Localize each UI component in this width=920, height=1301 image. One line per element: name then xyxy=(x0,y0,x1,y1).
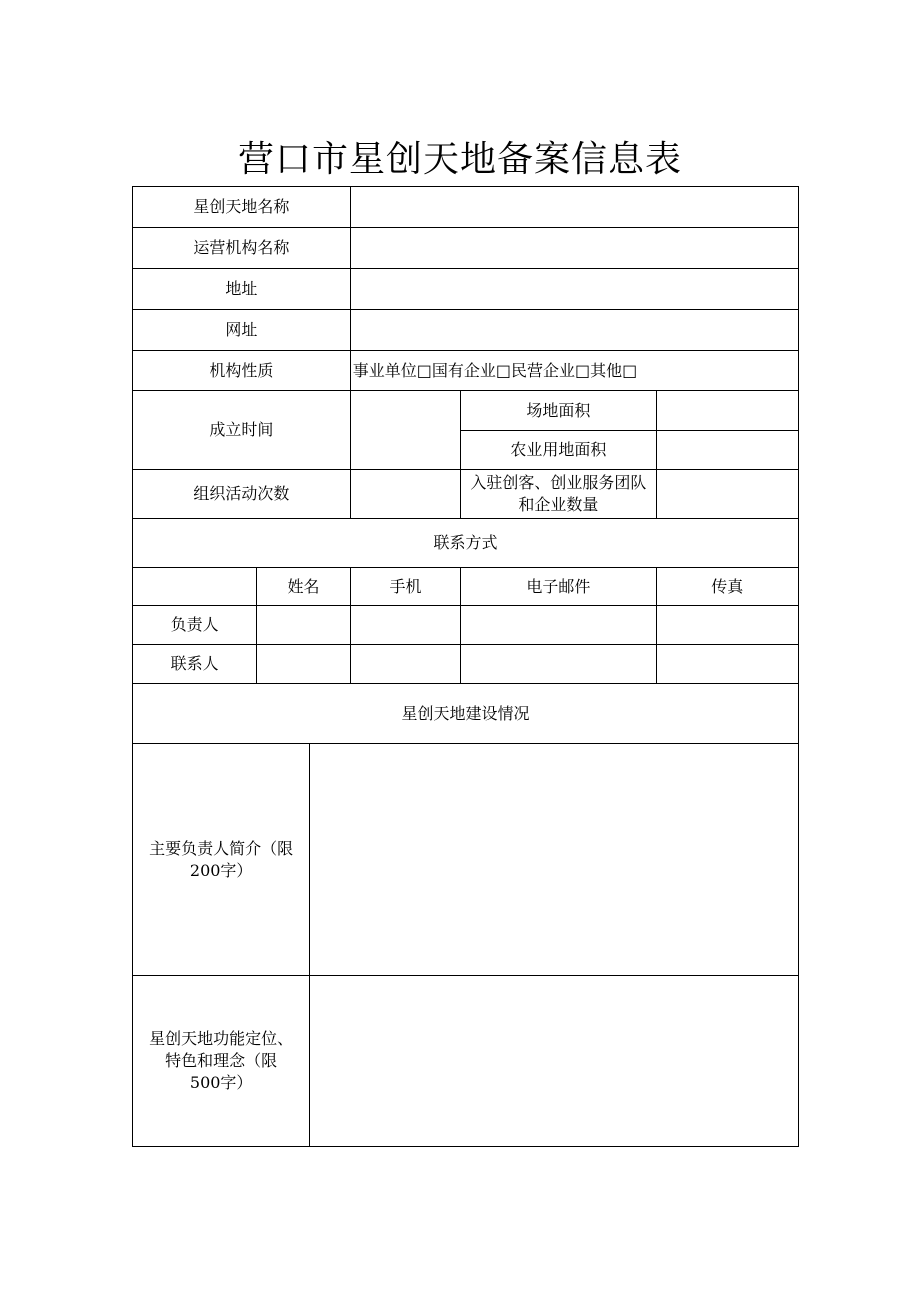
label-residents xyxy=(461,470,656,519)
leader-intro-line-2: 200字） xyxy=(189,860,253,880)
label-name: 星创天地名称 xyxy=(133,187,351,228)
value-agri-area[interactable] xyxy=(656,431,798,470)
label-site-area: 场地面积 xyxy=(461,391,656,431)
value-website[interactable] xyxy=(350,310,798,351)
contact-fax[interactable] xyxy=(656,645,798,684)
label-founded: 成立时间 xyxy=(133,391,351,470)
value-residents[interactable] xyxy=(656,470,798,519)
label-operator: 运营机构名称 xyxy=(133,228,351,269)
leader-mobile[interactable] xyxy=(350,606,460,645)
page-title: 营口市星创天地备案信息表 xyxy=(237,139,682,180)
label-agri-area: 农业用地面积 xyxy=(461,431,656,470)
label-address: 地址 xyxy=(133,269,351,310)
label-org-type: 机构性质 xyxy=(133,351,351,391)
section-contact: 联系方式 xyxy=(133,519,799,568)
positioning-line-2: 特色和理念（限 xyxy=(165,1051,278,1070)
value-positioning[interactable] xyxy=(310,976,799,1147)
col-fax: 传真 xyxy=(656,568,798,606)
label-activities: 组织活动次数 xyxy=(133,470,351,519)
section-construction: 星创天地建设情况 xyxy=(133,684,799,744)
label-website: 网址 xyxy=(133,310,351,351)
value-leader-intro[interactable] xyxy=(310,744,799,976)
contact-name[interactable] xyxy=(257,645,350,684)
positioning-line-3: 500字） xyxy=(189,1073,253,1092)
contact-email[interactable] xyxy=(461,645,656,684)
org-type-options[interactable]: 事业单位□国有企业□民营企业□其他□ xyxy=(350,351,798,391)
col-name: 姓名 xyxy=(257,568,350,606)
positioning-line-1: 星创天地功能定位、 xyxy=(149,1029,294,1048)
value-founded[interactable] xyxy=(350,391,460,470)
residents-line-2: 和企业数量 xyxy=(518,495,599,514)
leader-email[interactable] xyxy=(461,606,656,645)
leader-fax[interactable] xyxy=(656,606,798,645)
registration-form xyxy=(132,186,799,1147)
row-leader: 负责人 xyxy=(133,606,257,645)
label-leader-intro xyxy=(133,744,310,976)
label-positioning xyxy=(133,976,310,1147)
value-activities[interactable] xyxy=(350,470,460,519)
value-address[interactable] xyxy=(350,269,798,310)
row-contact: 联系人 xyxy=(133,645,257,684)
value-operator[interactable] xyxy=(350,228,798,269)
col-email: 电子邮件 xyxy=(461,568,656,606)
residents-line-1: 入驻创客、创业服务团队 xyxy=(470,473,647,492)
leader-intro-line-1: 主要负责人简介（限 xyxy=(149,838,294,858)
leader-name[interactable] xyxy=(257,606,350,645)
contact-mobile[interactable] xyxy=(350,645,460,684)
contact-header-blank xyxy=(133,568,257,606)
col-mobile: 手机 xyxy=(350,568,460,606)
value-site-area[interactable] xyxy=(656,391,798,431)
value-name[interactable] xyxy=(350,187,798,228)
